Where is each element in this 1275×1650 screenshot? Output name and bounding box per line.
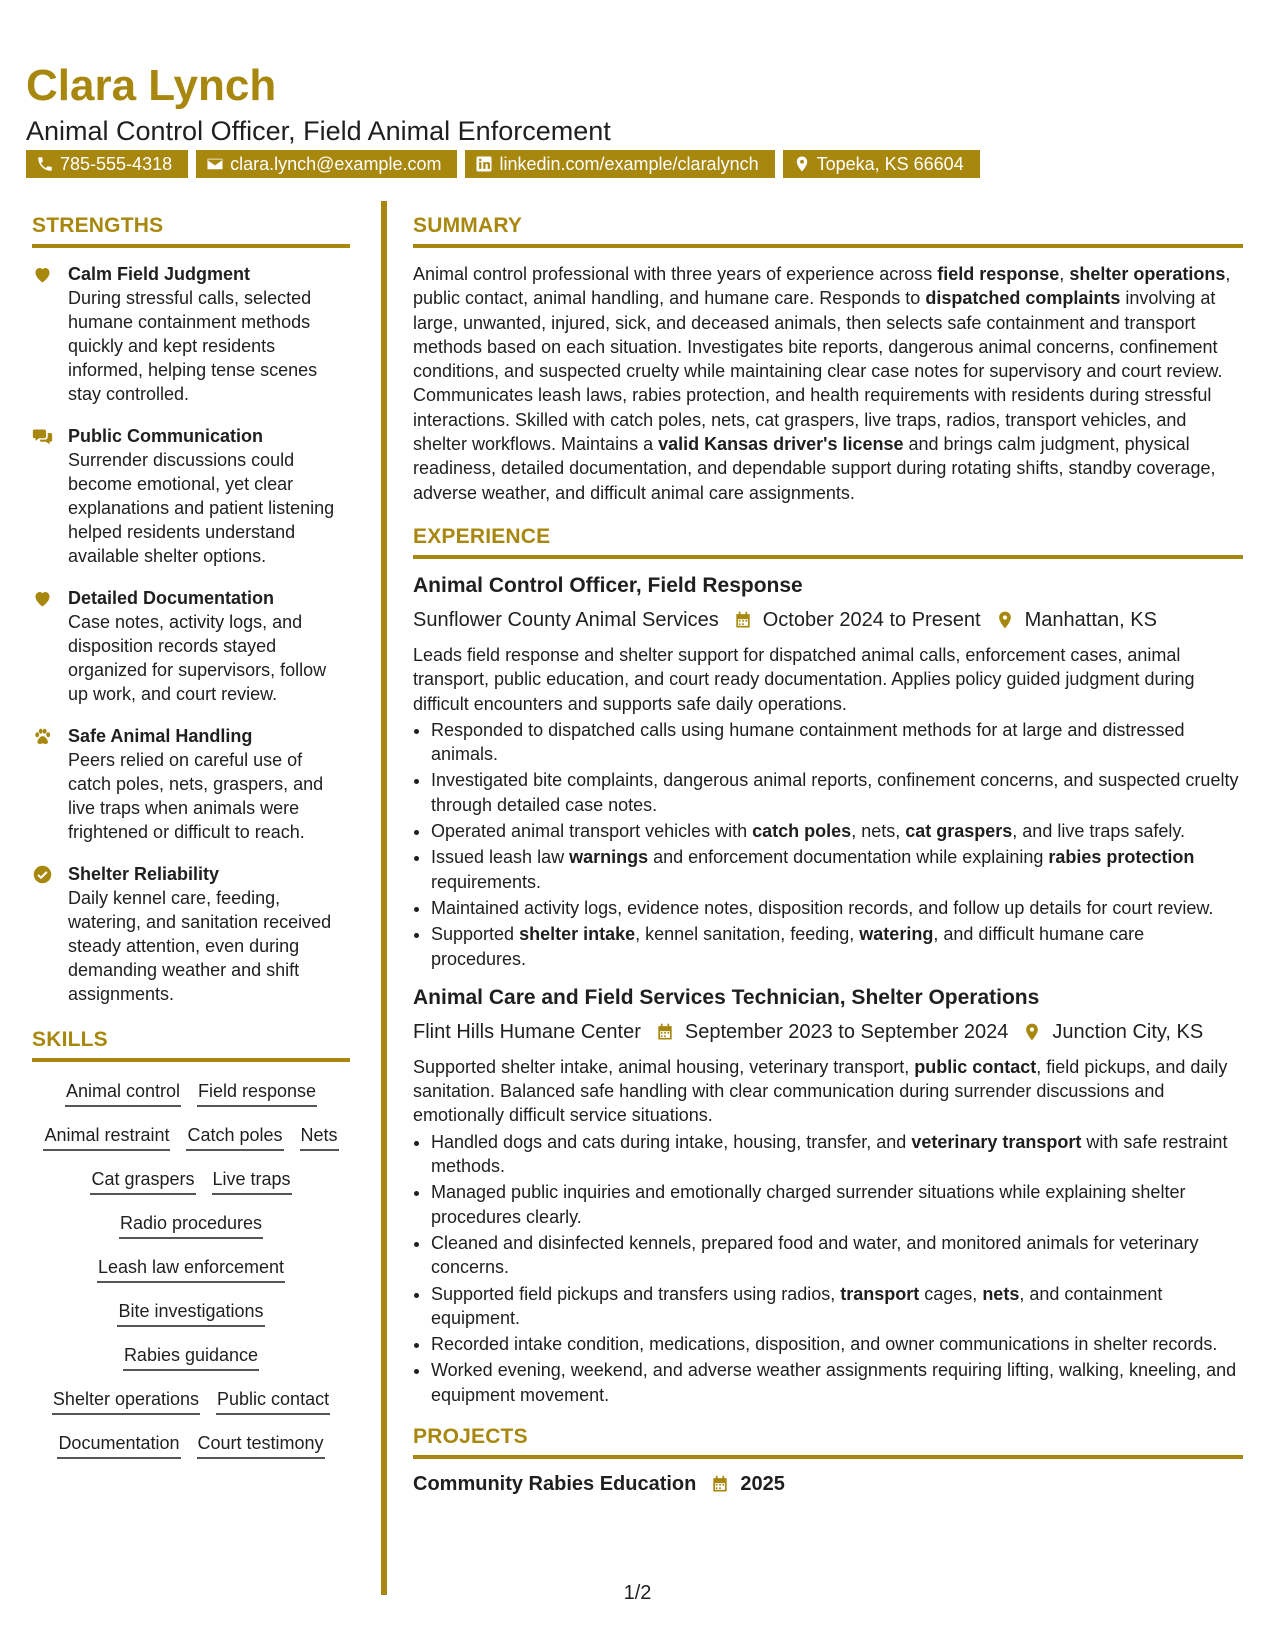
emphasis-text: field response bbox=[937, 264, 1060, 284]
paw-icon bbox=[32, 726, 53, 747]
text-run: Handled dogs and cats during intake, housing, transfer, and bbox=[431, 1131, 912, 1152]
location-pin-icon bbox=[995, 610, 1015, 630]
text-run: , and live traps safely. bbox=[1012, 821, 1186, 842]
strength-title: Detailed Documentation bbox=[68, 588, 275, 608]
skill-tag: Radio procedures bbox=[119, 1212, 263, 1239]
job-entry bbox=[413, 985, 1243, 1407]
envelope-icon bbox=[206, 155, 224, 173]
bullet-item bbox=[431, 845, 1243, 894]
skill-tag: Field response bbox=[197, 1080, 317, 1107]
job-title: Animal Care and Field Services Technician, Shelter Operations bbox=[413, 985, 1040, 1009]
text-run: Issued leash law bbox=[431, 847, 570, 868]
skills-list bbox=[32, 1076, 350, 1459]
strength-item bbox=[32, 862, 350, 1006]
strength-desc: Surrender discussions could become emotional, yet clear explanations and patient listening helped residents understand available shelter options. bbox=[68, 450, 335, 566]
strength-desc: Daily kennel care, feeding, watering, and sanitation received steady attention, even during demanding weather and shift assignments. bbox=[68, 888, 332, 1004]
bullet-item bbox=[431, 718, 1243, 767]
text-run: , kennel sanitation, feeding, bbox=[635, 924, 860, 945]
strengths-heading: STRENGTHS bbox=[32, 214, 350, 248]
bullet-item bbox=[431, 1358, 1243, 1407]
text-run: , nets, bbox=[851, 821, 906, 842]
text-run: Supported field pickups and transfers using radios, bbox=[431, 1283, 841, 1304]
job-bullets bbox=[413, 1130, 1243, 1407]
candidate-role: Animal Control Officer, Field Animal Enforcement bbox=[26, 116, 611, 146]
contact-bar bbox=[26, 150, 980, 178]
strength-desc: During stressful calls, selected humane containment methods quickly and kept residents informed, helping tense scenes stay controlled. bbox=[68, 288, 318, 404]
job-description: Leads field response and shelter support for dispatched animal calls, enforcement cases, animal transport, public education, and court ready documentation. Applies policy guided judgment during difficult encounters and supports safe daily operations. bbox=[413, 644, 1195, 714]
job-location: Junction City, KS bbox=[1052, 1020, 1204, 1043]
strength-desc: Case notes, activity logs, and disposition records stayed organized for supervisors, follow up work, and court review. bbox=[68, 612, 327, 704]
skill-tag: Shelter operations bbox=[52, 1388, 200, 1415]
text-run: Worked evening, weekend, and adverse weather assignments requiring lifting, walking, kneeling, and equipment movement. bbox=[431, 1360, 1237, 1405]
summary-heading: SUMMARY bbox=[413, 214, 1243, 248]
bullet-item bbox=[431, 1332, 1243, 1356]
strength-desc: Peers relied on careful use of catch poles, nets, graspers, and live traps when animals were frightened or difficult to reach. bbox=[68, 750, 324, 842]
text-run: , bbox=[1059, 264, 1070, 284]
job-description bbox=[413, 1055, 1243, 1128]
emphasis-text: shelter operations bbox=[1069, 264, 1226, 284]
job-dates: September 2023 to September 2024 bbox=[684, 1020, 1009, 1043]
emphasis-text: veterinary transport bbox=[911, 1131, 1082, 1152]
text-run: Responded to dispatched calls using humane containment methods for at large and distressed animals. bbox=[431, 719, 1185, 765]
job-meta bbox=[413, 607, 1243, 633]
strength-item bbox=[32, 586, 350, 706]
skill-tag: Animal control bbox=[65, 1080, 181, 1107]
heart-icon bbox=[32, 264, 53, 285]
skill-tag: Public contact bbox=[216, 1388, 330, 1415]
right-column bbox=[413, 214, 1243, 1496]
bullet-item bbox=[431, 896, 1243, 920]
strength-title: Public Communication bbox=[68, 426, 264, 446]
skill-tag: Bite investigations bbox=[117, 1300, 264, 1327]
text-run: , public contact, animal handling, and humane care. Responds to bbox=[413, 264, 1231, 309]
job-bullets bbox=[413, 718, 1243, 971]
text-run: Managed public inquiries and emotionally charged surrender situations while explaining shelter procedures clearly. bbox=[431, 1182, 1186, 1227]
text-run: , field pickups, and daily sanitation. Balanced safe handling with clear communication during surrender discussions and emotionally difficult service situations. bbox=[413, 1056, 1228, 1126]
text-run: , and containment equipment. bbox=[431, 1283, 1163, 1328]
text-run: involving at large, unwanted, injured, sick, and deceased animals, then selects safe containment and transport methods based on each situation. Investigates bite reports, dangerous animal concerns, confinement conditions, and suspected cruelty while maintaining clear case notes for supervisory and court review. Communicates leash laws, rabies protection, and health requirements with residents during stressful interactions. Skilled with catch poles, nets, cat graspers, live traps, radios, transport vehicles, and shelter workflows. Maintains a bbox=[413, 288, 1223, 455]
job-location: Manhattan, KS bbox=[1024, 608, 1157, 631]
skill-tag: Live traps bbox=[212, 1168, 292, 1195]
calendar-icon bbox=[733, 610, 753, 630]
emphasis-text: cat graspers bbox=[905, 821, 1013, 842]
job-org: Flint Hills Humane Center bbox=[413, 1020, 641, 1043]
strength-item bbox=[32, 262, 350, 406]
text-run: requirements. bbox=[431, 871, 542, 892]
column-divider bbox=[381, 201, 387, 1595]
skill-tag: Documentation bbox=[57, 1432, 180, 1459]
job-dates: October 2024 to Present bbox=[762, 608, 981, 631]
text-run: with safe restraint methods. bbox=[431, 1131, 1228, 1177]
job-meta bbox=[413, 1019, 1243, 1045]
bullet-item bbox=[431, 768, 1243, 817]
heart-icon bbox=[32, 588, 53, 609]
emphasis-text: dispatched complaints bbox=[925, 288, 1121, 309]
contact-location[interactable]: Topeka, KS 66604 bbox=[783, 150, 980, 178]
text-run: Supported shelter intake, animal housing, veterinary transport, bbox=[413, 1056, 915, 1077]
projects-heading: PROJECTS bbox=[413, 1425, 1243, 1459]
emphasis-text: transport bbox=[840, 1283, 920, 1304]
skill-tag: Catch poles bbox=[186, 1124, 283, 1151]
job-org: Sunflower County Animal Services bbox=[413, 608, 719, 631]
summary-text bbox=[413, 262, 1243, 505]
skill-tag: Nets bbox=[300, 1124, 339, 1151]
resume-header bbox=[26, 60, 1256, 148]
emphasis-text: valid Kansas driver's license bbox=[658, 434, 904, 455]
emphasis-text: catch poles bbox=[752, 821, 852, 842]
skill-tag: Court testimony bbox=[197, 1432, 325, 1459]
bullet-item bbox=[431, 1282, 1243, 1331]
skill-tag: Animal restraint bbox=[43, 1124, 170, 1151]
contact-phone[interactable]: 785-555-4318 bbox=[26, 150, 188, 178]
text-run: Supported bbox=[431, 924, 520, 945]
text-run: , and difficult humane care procedures. bbox=[431, 924, 1145, 969]
location-pin-icon bbox=[793, 155, 811, 173]
emphasis-text: public contact bbox=[914, 1056, 1037, 1077]
strength-item bbox=[32, 724, 350, 844]
bullet-item bbox=[431, 1180, 1243, 1229]
left-column bbox=[32, 214, 350, 1459]
text-run: and enforcement documentation while explaining bbox=[648, 847, 1049, 868]
strength-title: Safe Animal Handling bbox=[68, 726, 253, 746]
contact-email[interactable]: clara.lynch@example.com bbox=[196, 150, 457, 178]
emphasis-text: nets bbox=[982, 1283, 1020, 1304]
project-item bbox=[413, 1473, 1243, 1496]
bullet-item bbox=[431, 819, 1243, 843]
calendar-icon bbox=[710, 1474, 730, 1494]
calendar-icon bbox=[655, 1022, 675, 1042]
text-run: and brings calm judgment, physical readiness, detailed documentation, and dependable support during rotating shifts, standby coverage, adverse weather, and difficult animal care assignments. bbox=[413, 434, 1216, 503]
emphasis-text: shelter intake bbox=[519, 924, 636, 945]
linkedin-icon bbox=[475, 155, 493, 173]
strength-item bbox=[32, 424, 350, 568]
project-title: Community Rabies Education bbox=[413, 1472, 697, 1495]
strength-title: Shelter Reliability bbox=[68, 864, 220, 884]
bullet-item bbox=[431, 1130, 1243, 1179]
project-year: 2025 bbox=[740, 1472, 785, 1495]
phone-icon bbox=[36, 155, 54, 173]
text-run: Investigated bite complaints, dangerous animal reports, confinement concerns, and suspected cruelty through detailed case notes. bbox=[431, 770, 1239, 815]
chat-bubbles-icon bbox=[32, 426, 53, 447]
candidate-name: Clara Lynch bbox=[26, 61, 277, 110]
check-circle-icon bbox=[32, 864, 53, 885]
page-number: 1/2 bbox=[623, 1582, 652, 1604]
bullet-item bbox=[431, 1231, 1243, 1280]
emphasis-text: warnings bbox=[569, 847, 649, 868]
skill-tag: Rabies guidance bbox=[123, 1344, 259, 1371]
text-run: Maintained activity logs, evidence notes, disposition records, and follow up details for court review. bbox=[431, 897, 1214, 918]
job-entry bbox=[413, 573, 1243, 971]
experience-heading: EXPERIENCE bbox=[413, 525, 1243, 559]
strength-title: Calm Field Judgment bbox=[68, 264, 251, 284]
text-run: Animal control professional with three years of experience across bbox=[413, 264, 938, 284]
job-title: Animal Control Officer, Field Response bbox=[413, 573, 803, 597]
emphasis-text: rabies protection bbox=[1048, 847, 1195, 868]
contact-linkedin[interactable]: linkedin.com/example/claralynch bbox=[465, 150, 774, 178]
skill-tag: Cat graspers bbox=[90, 1168, 195, 1195]
text-run: Cleaned and disinfected kennels, prepared food and water, and monitored animals for veterinary concerns. bbox=[431, 1232, 1199, 1278]
skill-tag: Leash law enforcement bbox=[97, 1256, 285, 1283]
text-run: Operated animal transport vehicles with bbox=[431, 821, 753, 842]
skills-heading: SKILLS bbox=[32, 1028, 350, 1062]
emphasis-text: watering bbox=[859, 924, 934, 945]
text-run: cages, bbox=[919, 1283, 983, 1304]
bullet-item bbox=[431, 922, 1243, 971]
location-pin-icon bbox=[1022, 1022, 1042, 1042]
text-run: Recorded intake condition, medications, disposition, and owner communications in shelter records. bbox=[431, 1334, 1218, 1355]
